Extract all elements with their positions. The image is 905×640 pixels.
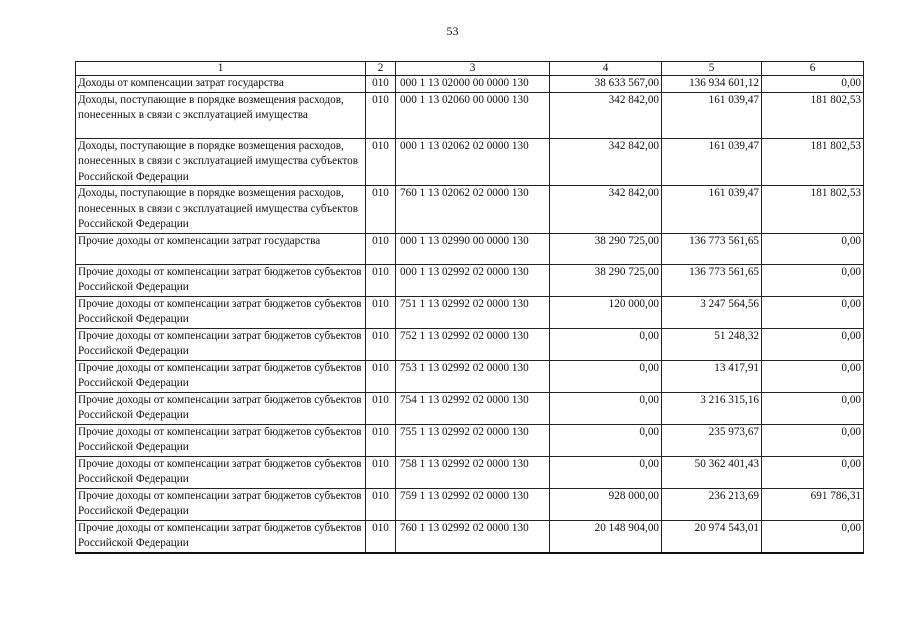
table-row — [76, 76, 864, 93]
row-kbk-cell: 000 1 13 02060 00 0000 130 — [396, 92, 550, 138]
row-kbk-cell: 000 1 13 02992 02 0000 130 — [396, 264, 550, 296]
row-col6-cell: 181 802,53 — [762, 138, 864, 186]
row-code-cell: 010 — [366, 392, 396, 424]
table-row — [76, 488, 864, 520]
row-col5-cell: 136 773 561,65 — [662, 233, 762, 264]
table-row — [76, 233, 864, 264]
row-col4-cell: 0,00 — [550, 456, 662, 488]
row-col6-cell: 0,00 — [762, 360, 864, 392]
row-col5-cell: 236 213,69 — [662, 488, 762, 520]
row-col6-cell: 0,00 — [762, 424, 864, 456]
column-header: 6 — [762, 62, 864, 76]
row-col4-cell: 342 842,00 — [550, 92, 662, 138]
row-code-cell: 010 — [366, 233, 396, 264]
row-col6-cell: 0,00 — [762, 76, 864, 93]
row-name-cell: Прочие доходы от компенсации затрат бюджетов субъектов Российской Федерации — [76, 296, 366, 328]
row-col4-cell: 0,00 — [550, 424, 662, 456]
row-col6-cell: 181 802,53 — [762, 92, 864, 138]
row-col6-cell: 181 802,53 — [762, 186, 864, 234]
row-col5-cell: 161 039,47 — [662, 92, 762, 138]
row-kbk-cell: 000 1 13 02990 00 0000 130 — [396, 233, 550, 264]
table-row — [76, 424, 864, 456]
row-col5-cell: 13 417,91 — [662, 360, 762, 392]
row-col5-cell: 136 934 601,12 — [662, 76, 762, 93]
row-col6-cell: 0,00 — [762, 296, 864, 328]
row-name-cell: Доходы от компенсации затрат государства — [76, 76, 366, 93]
row-col6-cell: 0,00 — [762, 520, 864, 553]
row-col5-cell: 235 973,67 — [662, 424, 762, 456]
row-name-cell: Прочие доходы от компенсации затрат бюджетов субъектов Российской Федерации — [76, 488, 366, 520]
row-kbk-cell: 760 1 13 02992 02 0000 130 — [396, 520, 550, 553]
row-kbk-cell: 760 1 13 02062 02 0000 130 — [396, 186, 550, 234]
row-col5-cell: 136 773 561,65 — [662, 264, 762, 296]
row-code-cell: 010 — [366, 186, 396, 234]
table-body — [76, 76, 864, 553]
row-name-cell: Прочие доходы от компенсации затрат бюджетов субъектов Российской Федерации — [76, 520, 366, 553]
row-code-cell: 010 — [366, 264, 396, 296]
row-col5-cell: 161 039,47 — [662, 138, 762, 186]
row-col6-cell: 0,00 — [762, 456, 864, 488]
row-col4-cell: 0,00 — [550, 360, 662, 392]
table-row — [76, 296, 864, 328]
row-kbk-cell: 753 1 13 02992 02 0000 130 — [396, 360, 550, 392]
row-col5-cell: 161 039,47 — [662, 186, 762, 234]
row-col4-cell: 0,00 — [550, 392, 662, 424]
row-col4-cell: 38 633 567,00 — [550, 76, 662, 93]
row-kbk-cell: 754 1 13 02992 02 0000 130 — [396, 392, 550, 424]
row-col4-cell: 342 842,00 — [550, 138, 662, 186]
row-col4-cell: 120 000,00 — [550, 296, 662, 328]
row-col4-cell: 928 000,00 — [550, 488, 662, 520]
row-col6-cell: 691 786,31 — [762, 488, 864, 520]
column-header: 3 — [396, 62, 550, 76]
row-code-cell: 010 — [366, 424, 396, 456]
row-kbk-cell: 000 1 13 02000 00 0000 130 — [396, 76, 550, 93]
row-kbk-cell: 751 1 13 02992 02 0000 130 — [396, 296, 550, 328]
revenue-table — [75, 61, 864, 554]
row-name-cell: Прочие доходы от компенсации затрат бюджетов субъектов Российской Федерации — [76, 328, 366, 360]
table-row — [76, 186, 864, 234]
table-row — [76, 360, 864, 392]
row-code-cell: 010 — [366, 76, 396, 93]
row-code-cell: 010 — [366, 296, 396, 328]
row-col5-cell: 3 247 564,56 — [662, 296, 762, 328]
row-name-cell: Прочие доходы от компенсации затрат бюджетов субъектов Российской Федерации — [76, 392, 366, 424]
table-row — [76, 328, 864, 360]
column-header: 4 — [550, 62, 662, 76]
row-col6-cell: 0,00 — [762, 264, 864, 296]
row-code-cell: 010 — [366, 360, 396, 392]
page-number: 53 — [446, 24, 459, 38]
row-name-cell: Прочие доходы от компенсации затрат бюджетов субъектов Российской Федерации — [76, 424, 366, 456]
table-row — [76, 92, 864, 138]
row-name-cell: Доходы, поступающие в порядке возмещения расходов, понесенных в связи с эксплуатацией имущества субъектов Российской Федерации — [76, 186, 366, 234]
row-col5-cell: 50 362 401,43 — [662, 456, 762, 488]
table-row — [76, 264, 864, 296]
row-col4-cell: 20 148 904,00 — [550, 520, 662, 553]
row-col4-cell: 0,00 — [550, 328, 662, 360]
table-row — [76, 520, 864, 553]
row-name-cell: Прочие доходы от компенсации затрат государства — [76, 233, 366, 264]
row-name-cell: Прочие доходы от компенсации затрат бюджетов субъектов Российской Федерации — [76, 456, 366, 488]
row-kbk-cell: 759 1 13 02992 02 0000 130 — [396, 488, 550, 520]
row-code-cell: 010 — [366, 92, 396, 138]
row-kbk-cell: 755 1 13 02992 02 0000 130 — [396, 424, 550, 456]
row-col6-cell: 0,00 — [762, 392, 864, 424]
table-header-row — [76, 62, 864, 76]
row-code-cell: 010 — [366, 138, 396, 186]
table-row — [76, 392, 864, 424]
table-row — [76, 138, 864, 186]
row-col4-cell: 38 290 725,00 — [550, 264, 662, 296]
row-kbk-cell: 752 1 13 02992 02 0000 130 — [396, 328, 550, 360]
row-name-cell: Прочие доходы от компенсации затрат бюджетов субъектов Российской Федерации — [76, 360, 366, 392]
row-col6-cell: 0,00 — [762, 328, 864, 360]
row-col5-cell: 3 216 315,16 — [662, 392, 762, 424]
column-header: 1 — [76, 62, 366, 76]
row-col5-cell: 51 248,32 — [662, 328, 762, 360]
row-code-cell: 010 — [366, 488, 396, 520]
row-name-cell: Доходы, поступающие в порядке возмещения расходов, понесенных в связи с эксплуатацией имущества субъектов Российской Федерации — [76, 138, 366, 186]
row-code-cell: 010 — [366, 456, 396, 488]
row-code-cell: 010 — [366, 520, 396, 553]
row-col5-cell: 20 974 543,01 — [662, 520, 762, 553]
row-col4-cell: 38 290 725,00 — [550, 233, 662, 264]
column-header: 2 — [366, 62, 396, 76]
table-row — [76, 456, 864, 488]
column-header: 5 — [662, 62, 762, 76]
row-name-cell: Прочие доходы от компенсации затрат бюджетов субъектов Российской Федерации — [76, 264, 366, 296]
row-name-cell: Доходы, поступающие в порядке возмещения расходов, понесенных в связи с эксплуатацией имущества — [76, 92, 366, 138]
row-col6-cell: 0,00 — [762, 233, 864, 264]
row-kbk-cell: 758 1 13 02992 02 0000 130 — [396, 456, 550, 488]
row-col4-cell: 342 842,00 — [550, 186, 662, 234]
row-code-cell: 010 — [366, 328, 396, 360]
row-kbk-cell: 000 1 13 02062 02 0000 130 — [396, 138, 550, 186]
